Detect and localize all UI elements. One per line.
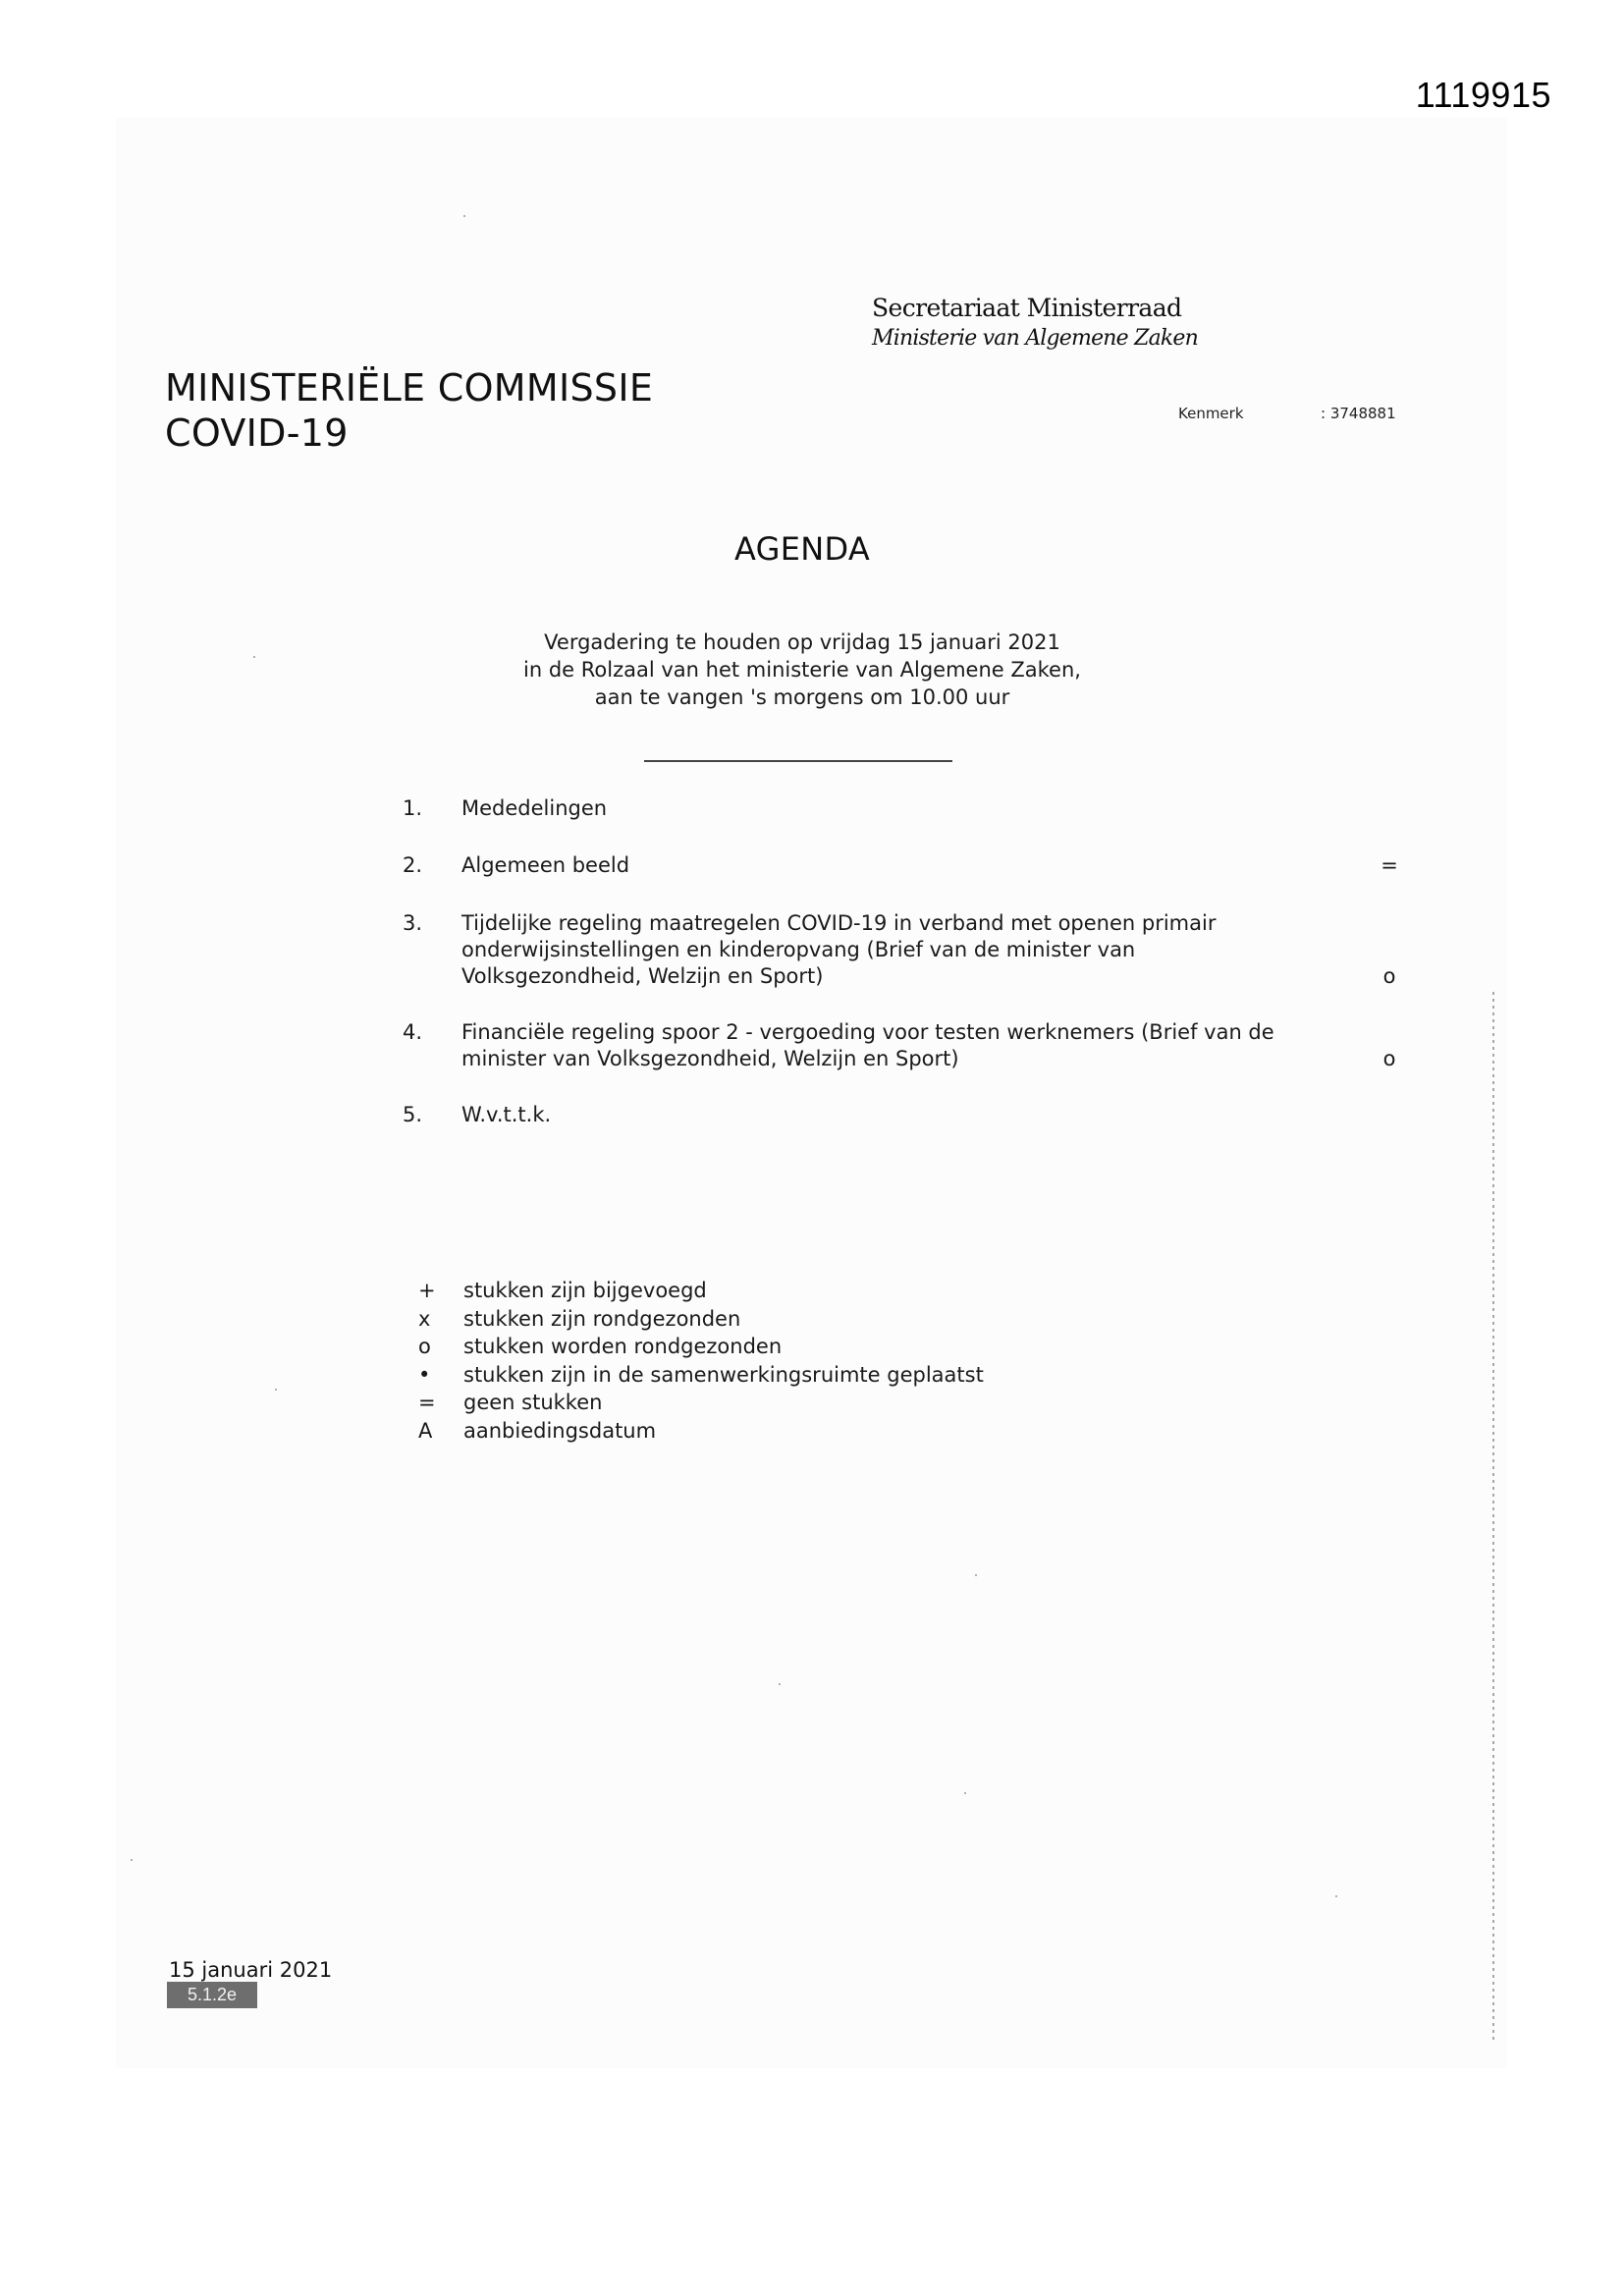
item-number: 2. — [403, 853, 423, 877]
bullet-icon: • — [418, 1362, 431, 1387]
status-no-documents-icon: = — [1380, 853, 1398, 877]
x-icon: x — [418, 1306, 431, 1331]
scan-speck — [1335, 1895, 1337, 1897]
organization-block — [872, 293, 1198, 354]
scan-speck — [131, 1859, 133, 1861]
plus-icon: + — [418, 1279, 436, 1302]
item-text — [461, 1019, 1316, 1072]
item-number: 5. — [403, 1103, 423, 1126]
committee-title-line1: MINISTERIËLE COMMISSIE — [165, 366, 654, 410]
legend-row — [414, 1277, 984, 1305]
redaction-label: 5.1.2e — [167, 1982, 257, 2008]
legend-description: stukken zijn in de samenwerkingsruimte geplaatst — [463, 1362, 984, 1387]
legend-description: stukken zijn bijgevoegd — [463, 1279, 707, 1302]
scan-speck — [275, 1389, 277, 1391]
item-text — [461, 852, 1316, 879]
item-text-line: Algemeen beeld — [461, 853, 630, 877]
item-text-line: onderwijsinstellingen en kinderopvang (Brief van de minister van — [461, 938, 1136, 961]
legend-description: stukken worden rondgezonden — [463, 1335, 783, 1358]
item-text-line: W.v.t.t.k. — [461, 1103, 552, 1126]
legend-row — [414, 1361, 984, 1390]
meeting-info-line: Vergadering te houden op vrijdag 15 januari 2021 — [544, 630, 1060, 654]
legend-row — [414, 1305, 984, 1334]
scan-speck — [964, 1792, 966, 1794]
ministry-name: Ministerie van Algemene Zaken — [872, 326, 1199, 351]
item-text — [461, 1102, 1316, 1128]
status-to-be-circulated-icon: o — [1382, 964, 1396, 988]
item-text-line: Tijdelijke regeling maatregelen COVID-19 in verband met openen primair — [461, 911, 1217, 935]
equals-icon: = — [418, 1391, 436, 1414]
item-text-line: minister van Volksgezondheid, Welzijn en Sport) — [461, 1047, 959, 1070]
item-number: 4. — [403, 1020, 423, 1044]
reference-value: : 3748881 — [1321, 405, 1396, 422]
agenda-title: AGENDA — [733, 530, 871, 568]
item-text — [461, 910, 1316, 990]
item-text-line: Volksgezondheid, Welzijn en Sport) — [461, 964, 824, 988]
legend-description: geen stukken — [463, 1391, 603, 1414]
document-id-stamp: 1119915 — [1415, 75, 1551, 115]
status-legend — [414, 1277, 984, 1445]
footer-date: 15 januari 2021 — [169, 1958, 333, 1982]
scan-speck — [975, 1574, 977, 1576]
item-text-line: Financiële regeling spoor 2 - vergoeding voor testen werknemers (Brief van de — [461, 1020, 1274, 1044]
legend-row — [414, 1417, 984, 1446]
item-number: 3. — [403, 911, 423, 935]
reference-label: Kenmerk — [1178, 405, 1244, 422]
item-number: 1. — [403, 796, 423, 820]
item-text — [461, 795, 1316, 822]
item-text-line: Mededelingen — [461, 796, 608, 820]
legend-description: stukken zijn rondgezonden — [463, 1306, 741, 1331]
meeting-info — [0, 629, 1604, 711]
section-divider — [644, 760, 952, 762]
legend-row — [414, 1389, 984, 1417]
scanner-artifact-line — [1492, 992, 1494, 2043]
meeting-info-line: aan te vangen 's morgens om 10.00 uur — [594, 685, 1010, 709]
committee-title-line2: COVID-19 — [165, 411, 349, 455]
scan-speck — [779, 1683, 781, 1685]
meeting-info-line: in de Rolzaal van het ministerie van Algemene Zaken, — [523, 658, 1081, 682]
status-to-be-circulated-icon: o — [1382, 1047, 1396, 1070]
organization-name: Secretariaat Ministerraad — [872, 294, 1182, 322]
scan-speck — [463, 215, 465, 217]
legend-row — [414, 1333, 984, 1361]
circle-icon: o — [418, 1335, 431, 1358]
legend-description: aanbiedingsdatum — [463, 1418, 657, 1443]
committee-title — [165, 365, 653, 456]
letter-a-icon: A — [418, 1418, 433, 1443]
